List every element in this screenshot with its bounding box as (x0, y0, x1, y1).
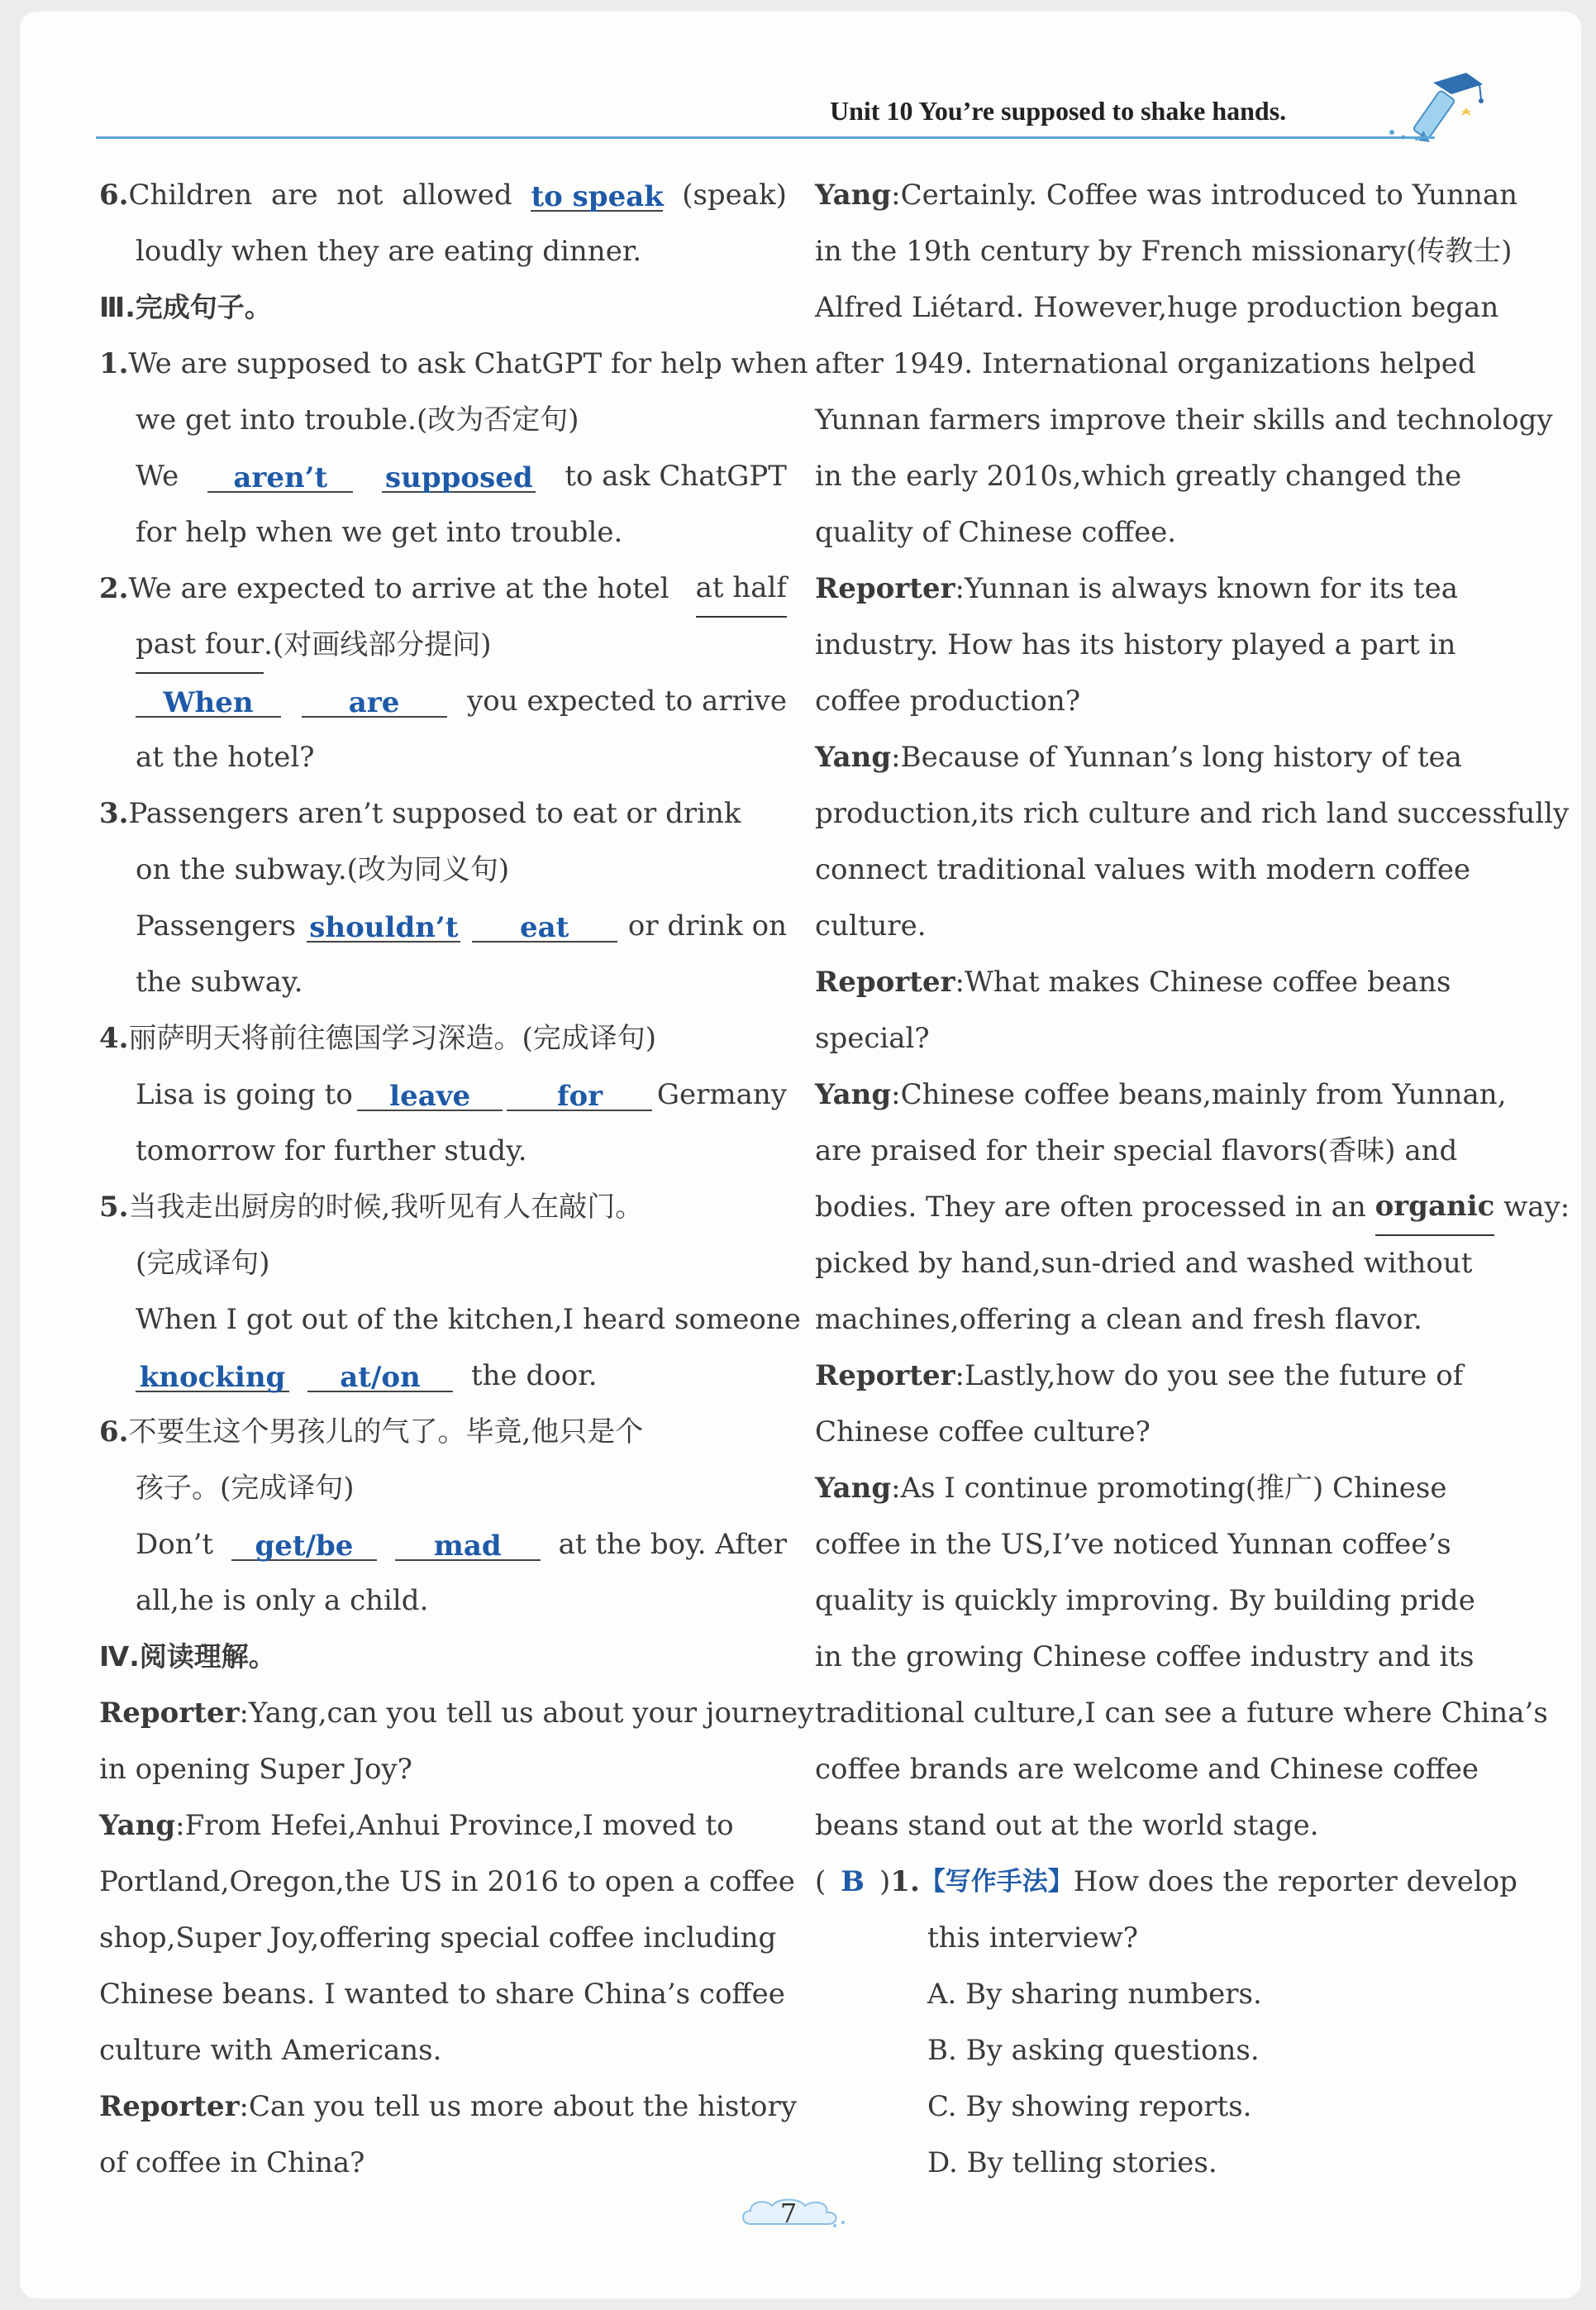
section-4-title: Ⅳ.阅读理解。 (99, 1640, 276, 1673)
q3-line1: 3. Passengers aren’t supposed to eat or drink (99, 797, 741, 830)
highlighted-word: organic (1375, 1178, 1495, 1236)
answer-blank: mad (395, 1528, 541, 1561)
dialogue-line: Yang :As I continue promoting(推广) Chinese (815, 1472, 1447, 1505)
dialogue-line: Reporter :Yang,can you tell us about your journey (99, 1697, 814, 1730)
answer-blank: eat (472, 909, 617, 943)
q4-line1: 4. 丽萨明天将前往德国学习深造。(完成译句) (99, 1022, 657, 1055)
q4-answer-line: Lisa is going to leave for Germany (136, 1078, 787, 1113)
left-column: 6.Children are not allowed to speak (speak) loudly when they are eating dinner. Ⅲ.完成句子。 1. We are supposed to ask ChatGPT for help when we get into trouble.(改为否定句) We aren’t supposed to ask ChatGPT for help when we get into trouble. 2.We are expected to arrive at the hotel at half past four .(对画线部分提问) When are you expected to arrive at the hotel? 3. Passengers aren’t supposed to eat or drink on the subway.(改为同义句) Passengers shouldn’t eat or drink on the subway. 4. 丽萨明天将前往德国学习深造。(完成译句) Lisa is going to leave for Germany tomorrow for further study. 5. 当我走出厨房的时候,我听见有人在敲门。 (完成译句) When I got out of the kitchen,I heard someone knocking at/on the door. 6. 不要生这个男孩儿的气了。毕竟,他只是个 孩子。(完成译句) Don’t get/be mad at the boy. After all,he is only a child. Ⅳ.阅读理解。 Reporter :Yang,can you tell us about your journey in opening Super Joy? Yang :From Hefei,Anhui Province,I moved to Portland,Oregon,the US in 2016 to open a coffee shop,Super Joy,offering special coffee including Chinese beans. I wanted to share China’s coffee culture with Americans. Reporter :Can you tell us more about the history of coffee in China? (99, 167, 787, 2191)
page-number: 7 (739, 2194, 855, 2232)
workbook-page (20, 12, 1581, 2298)
q5-answer-line: knocking at/on the door. (99, 1348, 787, 1404)
answer-blank: are (302, 685, 447, 718)
dialogue-line: Yang :Certainly. Coffee was introduced to Yunnan (815, 179, 1518, 212)
page-header-title: Unit 10 You’re supposed to shake hands. (830, 96, 1287, 126)
dialogue-line: Yang :Because of Yunnan’s long history of tea (815, 741, 1462, 774)
q5-line1: 5. 当我走出厨房的时候,我听见有人在敲门。 (99, 1191, 644, 1224)
organic-line: bodies. They are often processed in an organic way: (815, 1179, 1504, 1235)
answer-blank: for (507, 1078, 652, 1111)
answer-blank: shouldn’t (307, 909, 460, 943)
question-tag: 【写作手法】 (919, 1867, 1074, 1897)
q1-answer-line: We aren’t supposed to ask ChatGPT (136, 460, 787, 494)
q3-answer-line: Passengers shouldn’t eat or drink on (136, 909, 787, 944)
answer-blank: at/on (307, 1359, 453, 1392)
dialogue-line: Reporter :Can you tell us more about the history (99, 2090, 797, 2123)
q6-answer-line: Don’t get/be mad at the boy. After (136, 1528, 787, 1563)
q2-line2: past four .(对画线部分提问) (99, 617, 787, 673)
reading-question-1: ( B ) 1. 【写作手法】 How does the reporter develop (815, 1854, 1504, 1910)
section-3-title: Ⅲ.完成句子。 (99, 291, 272, 323)
answer-blank: knocking (136, 1359, 289, 1392)
answer-blank: supposed (382, 460, 536, 493)
q1-line1: 1. We are supposed to ask ChatGPT for help when (99, 347, 808, 380)
q2-line1: 2.We are expected to arrive at the hotel at half (99, 561, 787, 617)
answer-blank: get/be (231, 1528, 377, 1561)
option-a: A. By sharing numbers. (927, 1978, 1262, 2011)
answer-blank: leave (357, 1078, 503, 1111)
option-d: D. By telling stories. (927, 2146, 1217, 2179)
option-c: C. By showing reports. (927, 2090, 1252, 2123)
dialogue-line: Yang :Chinese coffee beans,mainly from Yunnan, (815, 1078, 1507, 1111)
ex2-question-6: 6.Children are not allowed to speak (speak) (99, 179, 787, 213)
header-rule (96, 136, 1435, 139)
dialogue-line: Yang :From Hefei,Anhui Province,I moved to (99, 1809, 734, 1842)
dialogue-line: Reporter :Lastly,how do you see the future of (815, 1359, 1464, 1392)
dialogue-line: Reporter :What makes Chinese coffee beans (815, 966, 1451, 999)
question-answer: B (841, 1865, 865, 1898)
answer-blank: When (136, 685, 281, 718)
right-column: Yang :Certainly. Coffee was introduced to Yunnan in the 19th century by French missionary(传教士) Alfred Liétard. However,huge production began after 1949. International organizations helped Yunnan farmers improve their skills and technology in the early 2010s,which greatly changed the quality of Chinese coffee. Reporter :Yunnan is always known for its tea industry. How has its history played a part in coffee production? Yang :Because of Yunnan’s long history of tea production,its rich culture and rich land successfully connect traditional values with modern coffee culture. Reporter :What makes Chinese coffee beans special? Yang :Chinese coffee beans,mainly from Yunnan, are praised for their special flavors(香味) and bodies. They are often processed in an organic way: picked by hand,sun-dried and washed without machines,offering a clean and fresh flavor. Reporter :Lastly,how do you see the future of Chinese coffee culture? Yang :As I continue promoting(推广) Chinese coffee in the US,I’ve noticed Yunnan coffee’s quality is quickly improving. By building pride in the growing Chinese coffee industry and its traditional culture,I can see a future where China’s coffee brands are welcome and Chinese coffee beans stand out at the world stage. ( B ) 1. 【写作手法】 How does the reporter develop this interview? A. By sharing numbers. B. By asking questions. C. By showing reports. D. By telling stories. (815, 167, 1504, 2191)
q6-line1: 6. 不要生这个男孩儿的气了。毕竟,他只是个 (99, 1415, 644, 1449)
answer-blank: aren’t (207, 460, 353, 493)
dialogue-line: Reporter :Yunnan is always known for its tea (815, 572, 1458, 605)
option-b: B. By asking questions. (927, 2034, 1260, 2067)
q2-answer-line: When are you expected to arrive (99, 673, 787, 729)
answer-blank: to speak (531, 180, 664, 213)
